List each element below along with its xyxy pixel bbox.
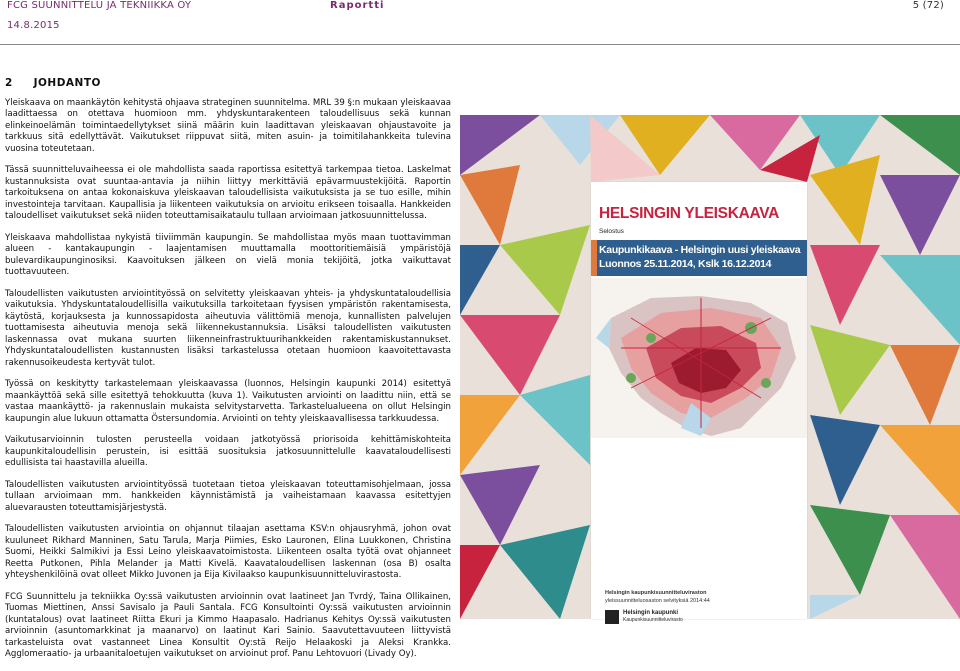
paragraph: FCG Suunnittelu ja tekniikka Oy:ssä vaikutusten arvioinnin ovat laatineet Jan Tvrdý, Taina Ollikainen, Tuomas Miettinen, Anssi Savisalo ja Pauli Santala. FCG Konsultointi Oy:ssä vaikutusten arvioinnin (kuntatalous) ovat laatineet Riitta Ekuri ja Kimmo Haapasalo. Hadrianus Kehitys Oy:ssä vaikutusten arvioinnin (asuntomarkkinat ja maanarvo) on laatinut Kari Sainio. Saavutettavuuteen liittyvistä tarkasteluista ovat vastanneet Linea Konsultit Oy:stä Reijo Helaakoski ja Aleksi Krankka. Agglomeraatio- ja urbaanitaloetujen vaikutukset on arvioinut prof. Panu Lehtovuori (Livady Oy). (5, 591, 451, 660)
cover-map (591, 278, 807, 438)
paragraph: Yleiskaava on maankäytön kehitystä ohjaava strateginen suunnitelma. MRL 39 §:n mukaan yleiskaavaa laadittaessa on otettava huomioon mm. yhdyskuntarakenteen taloudellisuus sekä kunnan elinkeinoelämän toimintaedellytykset siinä määrin kuin laadittavan yleiskaavan ohjaustavoite ja tarkkuus sitä edellyttävät. Vaikutukset riippuvat siitä, miten asuin- ja toimitilahankkeita tulevina vuosina toteutetaan. (5, 98, 451, 154)
header-org: FCG SUUNNITTELU JA TEKNIIKKA OY (7, 0, 192, 11)
paragraph: Yleiskaava mahdollistaa nykyistä tiiviimmän kaupungin. Se mahdollistaa myös maan tuottavimman alueen - kantakaupungin - laajentamisen muuttamalla moottoritiemäisiä ympäristöjä bulevardikaupunginosiksi. Kaavoituksen jälkeen on vielä monia tekijöitä, jotka vaikuttavat tuottavuuteen. (5, 232, 451, 278)
paragraph: Tässä suunnitteluvaiheessa ei ole mahdollista saada raportissa esitettyä tarkempaa tietoa. Laskelmat kustannuksista ovat suuntaa-antavia ja niihin liittyy merkittäviä epävarmuustekijöitä. Raportin tarkoituksena on antaa kokonaiskuva yleiskaavan taloudellisista vaikutuksista ja se tuo esille, mihin investointeja tarvitaan. Kaupallisia ja liikenteen vaikutuksia on arvioitu erikseen toisaalla. Hankkeiden taloudelliset vaikutukset sekä niiden toteuttamisaikataulu tullaan arvioimaan jatkosuunnittelussa. (5, 165, 451, 222)
helsinki-crest-icon (605, 610, 619, 624)
report-cover-image (460, 115, 960, 623)
logo-line1: Helsingin kaupunki (623, 610, 679, 616)
header-doc-type: Raportti (330, 0, 385, 11)
paragraph: Taloudellisten vaikutusten arviointityössä tuotetaan tietoa yleiskaavan toteuttamisohjelmaan, jossa tullaan arvioimaan mm. hankkeiden käynnistämistä ja vaiheistamaan kaavassa esitettyjen aluevarausten toteuttamisjärjestystä. (5, 479, 451, 513)
cover-footer-line2: yleissuunnitteluosaston selvityksiä 2014:44 (605, 598, 710, 604)
header-date: 14.8.2015 (7, 20, 60, 31)
body-text (5, 98, 451, 671)
cover-subtitle: Selostus (599, 228, 624, 235)
paragraph: Vaikutusarvioinnin tulosten perusteella voidaan jatkotyössä priorisoida kehittämiskohteita kaupunkitaloudellisin perustein, isi esittää suosituksia jatkosuunnittelulle kaavataloudellisesti edullisista tai haastavilla alueilla. (5, 435, 451, 469)
cover-band-accent (591, 240, 597, 276)
report-cover-page (591, 182, 807, 623)
helsinki-logo (605, 610, 685, 626)
cover-band-line2: Luonnos 25.11.2014, Kslk 16.12.2014 (599, 258, 772, 270)
paragraph: Taloudellisten vaikutusten arviointityössä on selvitetty yleiskaavan yhteis- ja yhdyskuntataloudellisia vaikutuksia. Yhdyskuntataloudellisilla vaikutuksilla tarkoitetaan fyysisen ympäristön rakentamisesta, käytöstä, korjauksesta ja kunnossapidosta aiheutuvia välittömiä menoja, kunnallisten palvelujen tuottamisesta aiheutuvia menoja sekä liikennekustannuksia. Lisäksi taloudellisten vaikutusten laskennassa ovat mukana suurten liikenneinfrastruktuurihankkeiden rakentamiskustannukset. Yhdyskuntataloudellisten kustannusten lisäksi tarkastelussa otetaan huomioon kaavoitettavasta rakennusoikeudesta kertyvät tulot. (5, 288, 451, 368)
header-page-number: 5 (72) (912, 0, 944, 11)
paragraph: Taloudellisten vaikutusten arviointia on ohjannut tilaajan asettama KSV:n ohjausryhmä, johon ovat kuuluneet Rikhard Manninen, Satu Tarula, Marja Piimies, Esko Lauronen, Elina Luukkonen, Christina Suomi, Heikki Salmikivi ja Essi Leino yleiskaavatoimistosta. Liikenteen osalta työtä ovat ohjanneet Reetta Putkonen, Pihla Melander ja Matti Kivelä. Kaavataloudellisen laskennan (osa B) osalta yhteyshenkilöinä ovat olleet Mikko Juvonen ja Eija Kivilaakso kaupunkisuunnitteluvirastosta. (5, 524, 451, 581)
cover-footer-line1: Helsingin kaupunkisuunnitteluviraston (605, 590, 707, 596)
paragraph: Työssä on keskitytty tarkastelemaan yleiskaavassa (luonnos, Helsingin kaupunki 2014) esitettyä maankäyttöä sekä sille esitettyä tehokkuutta (kuva 1). Vaikutusten arviointi on laadittu niin, että se vastaa maankäyttö- ja rakennuslain mukaista selvitystarvetta. Tarkastelualueena on ollut Helsingin kaupungin alue lukuun ottamatta Östersundomia. Arviointi on tehty yleiskaavallisessa tarkkuudessa. (5, 379, 451, 424)
cover-band-line1: Kaupunkikaava - Helsingin uusi yleiskaava (599, 244, 801, 256)
header-rule (0, 44, 960, 45)
section-title: 2 JOHDANTO (5, 77, 101, 89)
logo-line2: Kaupunkisuunnitteluvirasto (623, 617, 683, 623)
cover-title: HELSINGIN YLEISKAAVA (599, 205, 780, 222)
